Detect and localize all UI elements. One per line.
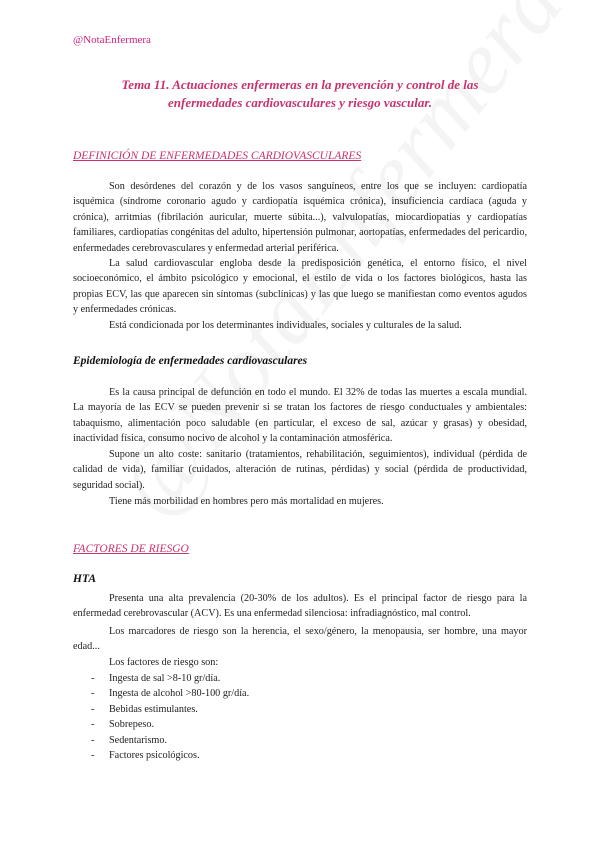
list-item bbox=[73, 671, 249, 686]
page-title bbox=[88, 76, 512, 112]
list-item bbox=[73, 717, 249, 732]
list-item bbox=[73, 702, 249, 717]
paragraph: Los factores de riesgo son: bbox=[109, 657, 219, 668]
risk-factor-list bbox=[73, 671, 249, 763]
paragraph: Es la causa principal de defunción en todo el mundo. El 32% de todas las muertes a escala mundial. La mayoría de las ECV se pueden prevenir si se tratan los factores de riesgo conductuales y ambientales: tabaquismo, alimentación poco saludable (en particular, el exceso de sal, azúcar y grasas) y obesidad, inactividad física, consumo nocivo de alcohol y la contaminación atmosférica. bbox=[73, 387, 527, 445]
paragraph: La salud cardiovascular engloba desde la predisposición genética, el entorno físico, el nivel socioeconómico, el ámbito psicológico y emocional, el estilo de vida o los factores biológicos, hasta las propias ECV, las que aparecen sin síntomas (subclínicas) y las que luego se manifiestan como eventos agudos y enfermedades crónicas. bbox=[73, 258, 527, 316]
list-bullet: - bbox=[91, 719, 95, 731]
section-heading-epidemiologia: Epidemiología de enfermedades cardiovasculares bbox=[73, 355, 308, 367]
paragraph: Los marcadores de riesgo son la herencia, el sexo/género, la menopausia, ser hombre, una mayor edad... bbox=[73, 626, 527, 653]
subheading-hta: HTA bbox=[73, 573, 97, 585]
list-item-text: Ingesta de sal >8-10 gr/día. bbox=[109, 673, 221, 684]
section-heading-definicion: DEFINICIÓN DE ENFERMEDADES CARDIOVASCULARES bbox=[73, 150, 362, 162]
list-bullet: - bbox=[91, 688, 95, 700]
list-bullet: - bbox=[91, 703, 95, 715]
paragraph: Está condicionada por los determinantes individuales, sociales y culturales de la salud. bbox=[109, 320, 462, 331]
list-bullet: - bbox=[91, 673, 95, 684]
section-heading-factores: FACTORES DE RIESGO bbox=[73, 543, 189, 555]
list-item-text: Factores psicológicos. bbox=[109, 750, 200, 762]
list-item-text: Sobrepeso. bbox=[109, 719, 154, 731]
list-item bbox=[73, 686, 249, 701]
list-item-text: Bebidas estimulantes. bbox=[109, 703, 198, 715]
list-item bbox=[73, 748, 249, 763]
paragraph: Supone un alto coste: sanitario (tratamientos, rehabilitación, seguimientos), individual (pérdida de calidad de vida), familiar (cuidados, alteración de rutinas, pérdidas) y social (pérdida de productividad, seguridad social). bbox=[73, 449, 527, 491]
list-item-text: Sedentarismo. bbox=[109, 734, 168, 746]
paragraph: Tiene más morbilidad en hombres pero más mortalidad en mujeres. bbox=[109, 496, 384, 507]
list-bullet: - bbox=[91, 750, 95, 762]
author-handle: @NotaEnfermera bbox=[73, 34, 151, 46]
paragraph: Presenta una alta prevalencia (20-30% de los adultos). Es el principal factor de riesgo para la enfermedad cerebrovascular (ACV). Es una enfermedad silenciosa: infradiagnóstico, mal control. bbox=[73, 593, 527, 620]
list-bullet: - bbox=[91, 734, 95, 746]
list-item-text: Ingesta de alcohol >80-100 gr/día. bbox=[109, 688, 250, 700]
paragraph: Son desórdenes del corazón y de los vasos sanguíneos, entre los que se incluyen: cardiopatía isquémica (síndrome coronario agudo y cardiopatía isquémica crónica), insuficiencia cardíaca (aguda y crónica), arritmias (fibrilación auricular, muerte súbita...), valvulopatías, miocardiopatías y cardiopatías familiares, cardiopatías congénitas del adulto, hipertensión pulmonar, aortopatías, enfermedades del pericardio, enfermedades cerebrovasculares y enfermedad arterial periférica. bbox=[73, 181, 527, 254]
list-item bbox=[73, 733, 249, 748]
title-line-1: Tema 11. Actuaciones enfermeras en la prevención y control de las bbox=[121, 77, 479, 92]
title-line-2: enfermedades cardiovasculares y riesgo vascular. bbox=[168, 95, 432, 110]
